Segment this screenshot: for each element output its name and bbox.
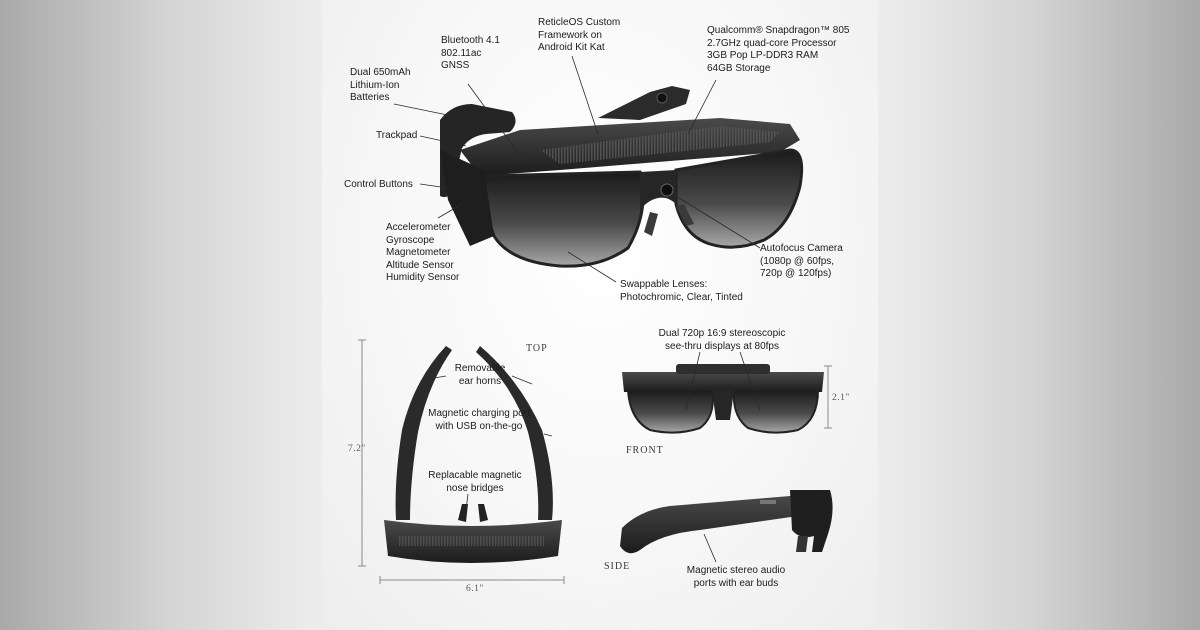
sensor-dot-icon: [657, 93, 667, 103]
front-right-lens: [734, 390, 818, 433]
top-view-label: TOP: [526, 343, 548, 354]
processor-label: Qualcomm® Snapdragon™ 805 2.7GHz quad-core Processor 3GB Pop LP-DDR3 RAM 64GB Storage: [707, 25, 850, 74]
front-view-label: FRONT: [626, 445, 664, 456]
camera-lens-icon: [661, 184, 673, 196]
audio-ports-label: Magnetic stereo audio ports with ear buds: [686, 565, 786, 589]
side-nose-pad: [796, 536, 808, 552]
side-port-icon: [760, 500, 776, 504]
top-vent: [398, 536, 544, 546]
leader-charging-port: [544, 434, 552, 436]
lenses-label: Swappable Lenses: Photochromic, Clear, Tinted: [620, 279, 743, 303]
length-dimension: 7.2": [348, 444, 366, 454]
charging-port-label: Magnetic charging port with USB on-the-go: [428, 408, 530, 432]
width-dimension-line: [380, 576, 564, 584]
main-glasses: [440, 86, 802, 266]
height-dimension-line: [824, 366, 832, 428]
height-dimension: 2.1": [832, 393, 850, 403]
nose-bridge-top-right: [478, 504, 488, 522]
bluetooth-label: Bluetooth 4.1 802.11ac GNSS: [441, 35, 500, 71]
front-top-ridge: [676, 364, 770, 374]
side-view-glasses: [620, 490, 833, 553]
far-temple-arm: [598, 86, 690, 120]
side-arm: [620, 494, 812, 553]
front-bridge: [712, 390, 734, 420]
control-buttons-label: Control Buttons: [344, 179, 413, 190]
width-dimension: 6.1": [466, 584, 484, 594]
reticleos-label: ReticleOS Custom Framework on Android Kit Kat: [538, 17, 621, 53]
ear-horns-label: Removable ear horns: [454, 363, 506, 387]
side-front: [790, 490, 833, 552]
front-left-lens: [628, 390, 713, 433]
front-view-glasses: [622, 364, 824, 433]
left-lens: [484, 172, 643, 266]
nose-bridges-label: Replacable magnetic nose bridges: [428, 470, 522, 494]
trackpad-label: Trackpad: [376, 130, 418, 141]
sensors-label: Accelerometer Gyroscope Magnetometer Altitude Sensor Humidity Sensor: [386, 222, 460, 283]
right-lens: [676, 150, 802, 247]
leader-audio-ports: [704, 534, 716, 562]
displays-label: Dual 720p 16:9 stereoscopic see-thru displays at 80fps: [658, 328, 786, 352]
nose-pad-left: [644, 212, 658, 236]
side-view-label: SIDE: [604, 561, 631, 572]
leader-reticleos: [572, 56, 598, 134]
camera-label: Autofocus Camera (1080p @ 60fps, 720p @ 120fps): [760, 243, 843, 279]
batteries-label: Dual 650mAh Lithium-Ion Batteries: [350, 67, 411, 103]
